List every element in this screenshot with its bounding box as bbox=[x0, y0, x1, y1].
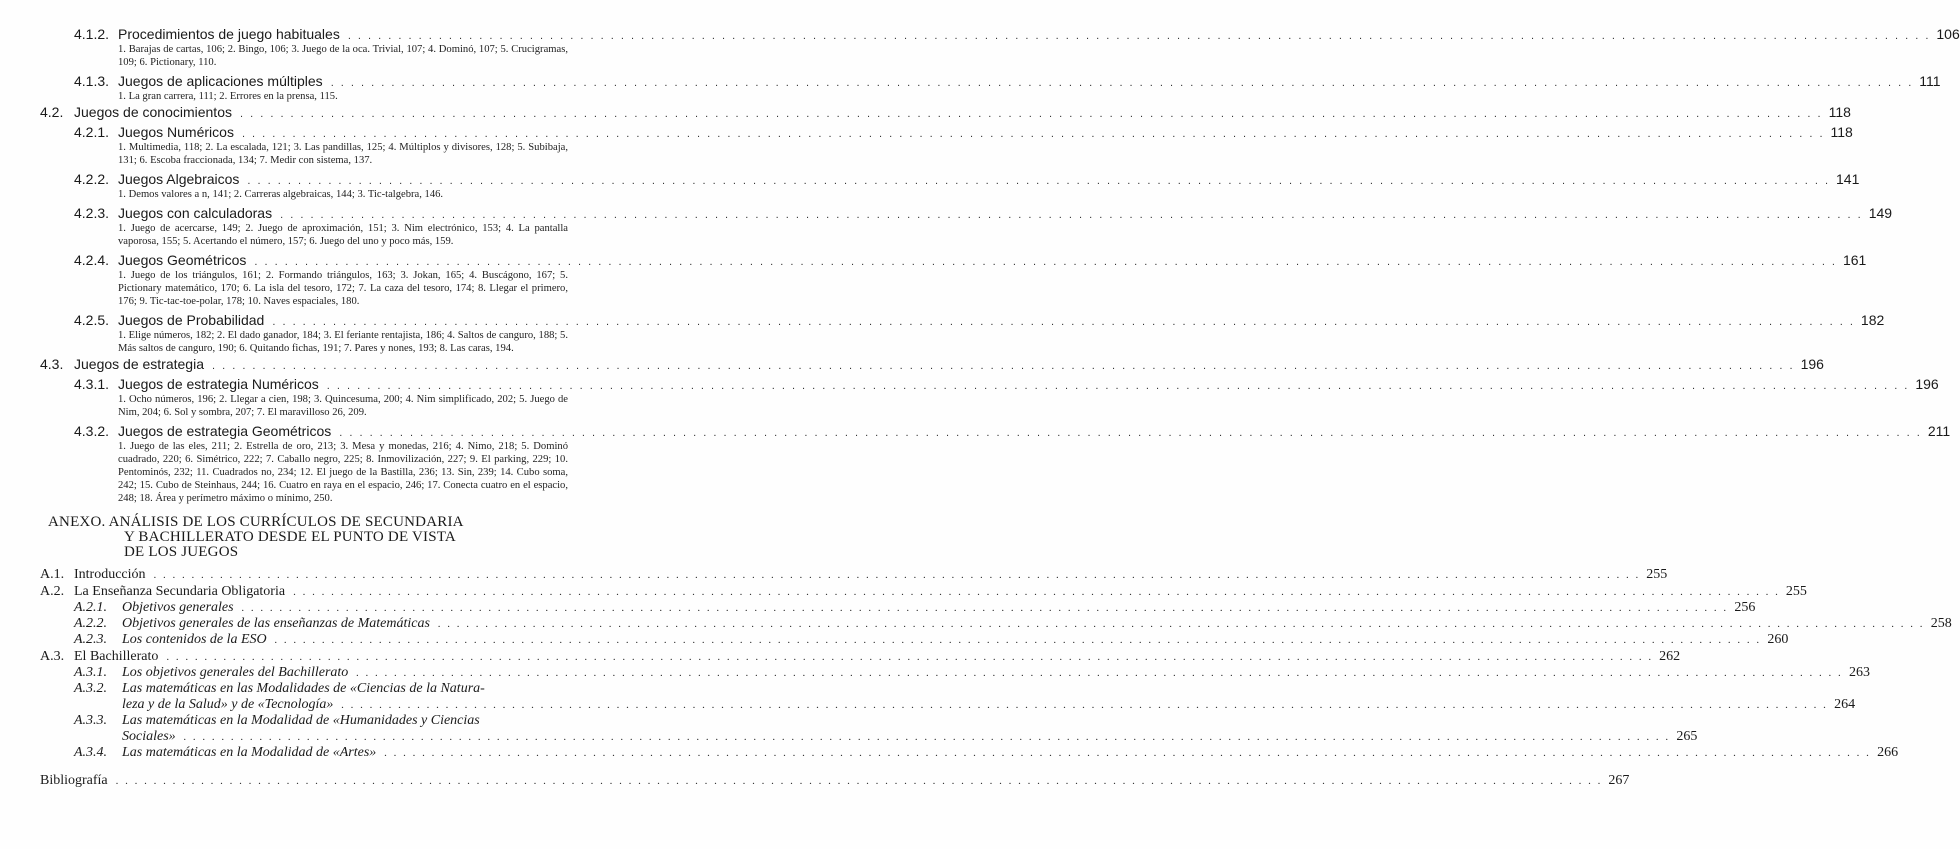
annex-subentry[interactable] bbox=[40, 681, 578, 697]
toc-entry[interactable] bbox=[40, 356, 1824, 372]
bibliography-entry[interactable] bbox=[40, 773, 1630, 789]
page-number: 211 bbox=[1927, 423, 1951, 439]
annex-subentry[interactable] bbox=[40, 600, 1756, 616]
games-list: 1. La gran carrera, 111; 2. Errores en la prensa, 115. bbox=[118, 91, 338, 102]
page-number: 111 bbox=[1919, 73, 1941, 89]
page-number: 196 bbox=[1915, 376, 1939, 392]
section-title: La Enseñanza Secundaria Obligatoria bbox=[74, 584, 286, 599]
dot-leader bbox=[280, 209, 1863, 221]
games-list: 1. Demos valores a n, 141; 2. Carreras algebraicas, 144; 3. Tic-talgebra, 146. bbox=[118, 189, 444, 200]
section-title: Juegos de estrategia Numéricos bbox=[118, 376, 319, 392]
dot-leader bbox=[275, 634, 1762, 646]
section-number: A.1. bbox=[40, 567, 65, 582]
section-number: 4.2.1. bbox=[74, 124, 110, 140]
section-number: 4.2.3. bbox=[74, 205, 110, 221]
section-number: 4.3. bbox=[40, 356, 64, 372]
page-number: 106 bbox=[1936, 26, 1960, 42]
annex-heading bbox=[48, 515, 578, 560]
toc-entry[interactable] bbox=[40, 171, 1860, 187]
section-title: Juegos de Probabilidad bbox=[118, 312, 265, 328]
page-number: 141 bbox=[1836, 171, 1860, 187]
section-number: A.3. bbox=[40, 649, 65, 664]
toc-entry[interactable] bbox=[40, 104, 1851, 120]
page-number: 255 bbox=[1785, 584, 1807, 599]
annex-entry[interactable] bbox=[40, 567, 1668, 583]
page-number: 263 bbox=[1849, 665, 1871, 680]
section-number: 4.3.2. bbox=[74, 423, 110, 439]
page-number: 149 bbox=[1868, 205, 1893, 221]
dot-leader bbox=[184, 731, 1671, 743]
toc-entry[interactable] bbox=[40, 376, 1939, 392]
annex-subentry[interactable] bbox=[40, 616, 1952, 632]
section-number: 4.1.3. bbox=[74, 73, 110, 89]
dot-leader bbox=[242, 602, 1729, 614]
toc-entry[interactable] bbox=[40, 73, 1941, 89]
dot-leader bbox=[154, 569, 1641, 581]
page-number: 267 bbox=[1608, 773, 1630, 788]
games-list: 1. Multimedia, 118; 2. La escalada, 121; 3. Las pandillas, 125; 4. Múltiplos y divisores, 128; 5. Subibaja, 131; 6. Escoba fraccionada, 134; 7. Medir con sistema, 137. bbox=[118, 142, 568, 166]
dot-leader bbox=[348, 30, 1931, 42]
toc-entry[interactable] bbox=[40, 205, 1893, 221]
section-title: Las matemáticas en la Modalidad de «Artes» bbox=[122, 745, 377, 760]
dot-leader bbox=[438, 618, 1925, 630]
dot-leader bbox=[166, 651, 1653, 663]
games-list: 1. Juego de los triángulos, 161; 2. Formando triángulos, 163; 3. Jokan, 165; 4. Buscágono, 167; 5. Pictionary matemático, 170; 6. La isla del tesoro, 172; 7. La caza del tesoro, 174; 8. Llegar el primero, 176; 9. Tic-tac-toe-polar, 178; 10. Naves espaciales, 180. bbox=[118, 270, 568, 307]
title-continuation bbox=[40, 729, 1698, 745]
section-number: A.2. bbox=[40, 584, 65, 599]
dot-leader bbox=[339, 427, 1922, 439]
games-list: 1. Elige números, 182; 2. El dado ganador, 184; 3. El feriante rentajista, 186; 4. Saltos de canguro, 188; 5. Más saltos de canguro, 190; 6. Quitando fichas, 191; 7. Pares y nones, 193; 8. Las caras, 194. bbox=[118, 330, 568, 354]
page-number: 262 bbox=[1659, 649, 1681, 664]
section-number: 4.3.1. bbox=[74, 376, 110, 392]
page-number: 258 bbox=[1930, 616, 1952, 631]
section-number: 4.2. bbox=[40, 104, 64, 120]
annex-entries bbox=[40, 567, 1952, 761]
annex-heading-line: DE LOS JUEGOS bbox=[124, 544, 239, 560]
page-number: 118 bbox=[1828, 104, 1851, 120]
section-title bbox=[122, 713, 480, 729]
annex-entry[interactable] bbox=[40, 584, 1807, 600]
annex-heading-line: Y BACHILLERATO DESDE EL PUNTO DE VISTA bbox=[124, 529, 456, 545]
dot-leader bbox=[384, 747, 1871, 759]
section-number: 4.2.4. bbox=[74, 252, 110, 268]
dot-leader bbox=[254, 256, 1837, 268]
annex-subentry[interactable] bbox=[40, 632, 1789, 648]
section-title: Juegos de aplicaciones múltiples bbox=[118, 73, 323, 89]
annex-subentry[interactable] bbox=[40, 745, 1899, 761]
toc-entry[interactable] bbox=[40, 124, 1853, 140]
dot-leader bbox=[212, 360, 1795, 372]
dot-leader bbox=[341, 699, 1828, 711]
section-number: 4.2.5. bbox=[74, 312, 110, 328]
dot-leader bbox=[242, 128, 1825, 140]
section-title bbox=[122, 681, 485, 697]
section-number: A.2.3. bbox=[74, 632, 108, 647]
page-number: 196 bbox=[1800, 356, 1824, 372]
dot-leader bbox=[293, 586, 1780, 598]
title-continuation bbox=[40, 697, 1856, 713]
page-number: 118 bbox=[1830, 124, 1853, 140]
section-title-line: Las matemáticas en la Modalidad de «Humanidades y Ciencias bbox=[122, 713, 480, 728]
section-title: El Bachillerato bbox=[74, 649, 159, 664]
page-number: 260 bbox=[1767, 632, 1789, 647]
dot-leader bbox=[116, 775, 1603, 787]
section-number: 4.1.2. bbox=[74, 26, 110, 42]
toc-entry[interactable] bbox=[40, 26, 1960, 42]
games-list: 1. Ocho números, 196; 2. Llegar a cien, 198; 3. Quincesuma, 200; 4. Nim simplificado, 202; 5. Juego de Nim, 204; 6. Sol y sombra, 207; 7. El maravilloso 26, 209. bbox=[118, 394, 568, 418]
section-title: Juegos de estrategia bbox=[74, 356, 204, 372]
table-of-contents bbox=[40, 22, 1960, 789]
section-title-line: Las matemáticas en las Modalidades de «Ciencias de la Natura- bbox=[122, 681, 485, 696]
annex-heading-line: ANEXO. ANÁLISIS DE LOS CURRÍCULOS DE SECUNDARIA bbox=[48, 514, 464, 530]
section-title: Los objetivos generales del Bachillerato bbox=[122, 665, 349, 680]
dot-leader bbox=[272, 316, 1855, 328]
section-title: Introducción bbox=[74, 567, 146, 582]
toc-entry[interactable] bbox=[40, 252, 1867, 268]
section-number: 4.2.2. bbox=[74, 171, 110, 187]
toc-entry[interactable] bbox=[40, 423, 1951, 439]
section-title: Juegos Numéricos bbox=[118, 124, 234, 140]
dot-leader bbox=[247, 175, 1830, 187]
section-title: Objetivos generales bbox=[122, 600, 234, 615]
toc-entry[interactable] bbox=[40, 312, 1885, 328]
section-number: A.3.4. bbox=[74, 745, 108, 760]
section-number: A.3.3. bbox=[74, 713, 108, 728]
annex-entry[interactable] bbox=[40, 649, 1681, 665]
section-title: Juegos con calculadoras bbox=[118, 205, 273, 221]
page-number: 255 bbox=[1646, 567, 1668, 582]
section-title: Juegos Geométricos bbox=[118, 252, 247, 268]
section-title: Juegos de estrategia Geométricos bbox=[118, 423, 332, 439]
dot-leader bbox=[240, 108, 1823, 120]
section-title: Juegos de conocimientos bbox=[74, 104, 232, 120]
section-number: A.2.2. bbox=[74, 616, 108, 631]
section-title: Objetivos generales de las enseñanzas de Matemáticas bbox=[122, 616, 430, 631]
section-number: A.3.2. bbox=[74, 681, 108, 696]
games-list: 1. Barajas de cartas, 106; 2. Bingo, 106; 3. Juego de la oca. Trivial, 107; 4. Dominó, 107; 5. Crucigramas, 109; 6. Pictionary, 110. bbox=[118, 44, 568, 68]
page-number: 264 bbox=[1834, 697, 1856, 712]
section-title: Juegos Algebraicos bbox=[118, 171, 240, 187]
dot-leader bbox=[327, 380, 1910, 392]
page-number: 266 bbox=[1877, 745, 1899, 760]
page-number: 182 bbox=[1860, 312, 1885, 328]
section-title: Bibliografía bbox=[40, 773, 108, 788]
page-number: 256 bbox=[1734, 600, 1756, 615]
section-title-line: leza y de la Salud» y de «Tecnología» bbox=[122, 697, 334, 712]
section-title: Procedimientos de juego habituales bbox=[118, 26, 340, 42]
section-number: A.3.1. bbox=[74, 665, 108, 680]
annex-subentry[interactable] bbox=[40, 665, 1871, 681]
dot-leader bbox=[356, 667, 1843, 679]
games-list: 1. Juego de acercarse, 149; 2. Juego de aproximación, 151; 3. Nim electrónico, 153; 4. La pantalla vaporosa, 155; 5. Acertando el número, 157; 6. Juego del uno y poco más, 159. bbox=[118, 223, 568, 247]
page-number: 161 bbox=[1842, 252, 1867, 268]
section-number: A.2.1. bbox=[74, 600, 108, 615]
section-title-line: Sociales» bbox=[122, 729, 176, 744]
dot-leader bbox=[331, 77, 1914, 89]
games-list: 1. Juego de las eles, 211; 2. Estrella de oro, 213; 3. Mesa y monedas, 216; 4. Nimo, 218; 5. Dominó cuadrado, 220; 6. Simétrico, 222; 7. Caballo negro, 225; 8. Inmovilización, 227; 9. El parking, 229; 10. Pentominós, 232; 11. Cuadrados no, 234; 12. El juego de la Bastilla, 236; 13. Sin, 239; 14. Cubo soma, 242; 15. Cubo de Steinhaus, 244; 16. Cuatro en raya en el espacio, 246; 17. Conecta cuatro en el espacio, 248; 18. Área y perímetro máximo o mínimo, 250. bbox=[118, 441, 568, 504]
section-title: Los contenidos de la ESO bbox=[122, 632, 267, 647]
annex-subentry[interactable] bbox=[40, 713, 578, 729]
page-number: 265 bbox=[1676, 729, 1698, 744]
